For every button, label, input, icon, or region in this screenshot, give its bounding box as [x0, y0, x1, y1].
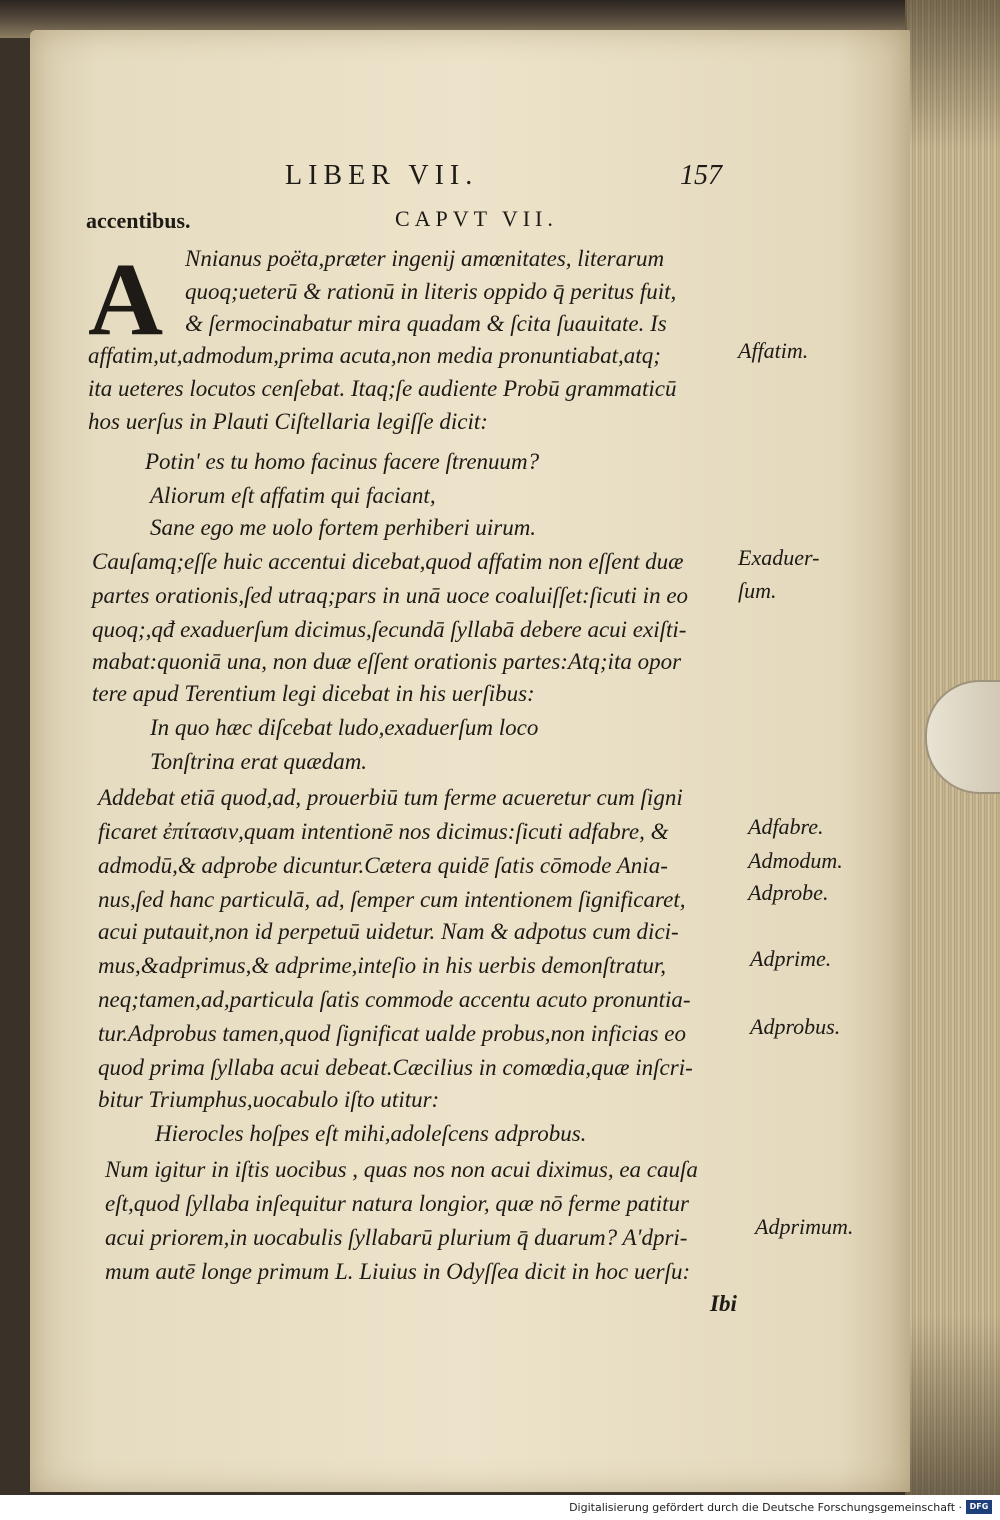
- verse-line: Sane ego me uolo fortem perhiberi uirum.: [150, 515, 537, 540]
- verse-line: In quo hæc diſcebat ludo,exaduerſum loco: [150, 715, 539, 740]
- drop-initial: A: [88, 242, 164, 357]
- text-line: acui putauit,non id perpetuū uidetur. Nam & adpotus cum dici-: [98, 919, 679, 944]
- chapter-heading: CAPVT VII.: [395, 206, 558, 231]
- margin-note: Adprobe.: [748, 880, 829, 905]
- margin-note: Affatim.: [738, 338, 809, 363]
- text-line: Num igitur in iſtis uocibus , quas nos non acui diximus, ea cauſa: [105, 1157, 698, 1182]
- text-line: admodū,& adprobe dicuntur.Cætera quidē ſatis cōmode Ania-: [98, 853, 668, 878]
- text-line: affatim,ut,admodum,prima acuta,non media pronuntiabat,atq;: [88, 343, 661, 368]
- dfg-logo-icon: DFG: [966, 1500, 992, 1514]
- footer-credit: Digitalisierung gefördert durch die Deutsche Forschungsgemeinschaft ·: [569, 1501, 962, 1514]
- verse-line: Aliorum eſt affatim qui faciant,: [150, 483, 436, 508]
- page-number: 157: [680, 160, 722, 191]
- margin-note: Adprime.: [750, 946, 832, 971]
- previous-catchword: accentibus.: [86, 208, 191, 233]
- margin-note: Admodum.: [748, 848, 843, 873]
- margin-note: Adfabre.: [748, 814, 824, 839]
- text-line: quoq;,qđ exaduerſum dicimus,ſecundā ſyllabā debere acui exiſti-: [92, 617, 687, 642]
- verse-line: Potin' es tu homo facinus facere ſtrenuum?: [145, 449, 540, 474]
- text-line: eſt,quod ſyllaba inſequitur natura longior, quæ nō ferme patitur: [105, 1191, 689, 1216]
- margin-note: ſum.: [738, 578, 777, 603]
- text-line: quod prima ſyllaba acui debeat.Cæcilius in comœdia,quæ inſcri-: [98, 1055, 693, 1080]
- text-line: partes orationis,ſed utraq;pars in unā uoce coaluiſſet:ſicuti in eo: [92, 583, 689, 608]
- verse-line: Tonſtrina erat quædam.: [150, 749, 368, 774]
- text-line: ita ueteres locutos cenſebat. Itaq;ſe audiente Probū grammaticū: [88, 376, 677, 401]
- text-line: hos uerſus in Plauti Ciſtellaria legiſſe dicit:: [88, 409, 488, 434]
- text-line: & ſermocinabatur mira quadam & ſcita ſuauitate. Is: [185, 311, 667, 336]
- digitization-footer: [0, 1495, 1000, 1520]
- margin-note: Adprimum.: [755, 1214, 854, 1239]
- margin-note: Adprobus.: [750, 1014, 841, 1039]
- catchword: Ibi: [710, 1291, 737, 1316]
- text-line: neq;tamen,ad,particula ſatis commode accentu acuto pronuntia-: [98, 987, 691, 1012]
- text-line: tere apud Terentium legi dicebat in his uerſibus:: [92, 681, 535, 706]
- verse-line: Hierocles hoſpes eſt mihi,adoleſcens adprobus.: [155, 1121, 587, 1146]
- text-line: Cauſamq;eſſe huic accentui dicebat,quod affatim non eſſent duæ: [92, 549, 684, 574]
- text-line: nus,ſed hanc particulā, ad, ſemper cum intentionem ſignificaret,: [98, 887, 686, 912]
- page-header: [0, 160, 1000, 200]
- running-title: LIBER VII.: [285, 160, 479, 191]
- text-line: tur.Adprobus tamen,quod ſignificat ualde probus,non inficias eo: [98, 1021, 686, 1046]
- text-line: mabat:quoniā una, non duæ eſſent orationis partes:Atq;ita opor: [92, 649, 682, 674]
- text-line: Nnianus poëta,præter ingenij amœnitates, literarum: [185, 246, 665, 271]
- text-line: Addebat etiā quod,ad, prouerbiū tum ferme acueretur cum ſigni: [98, 785, 683, 810]
- text-line: bitur Triumphus,uocabulo iſto utitur:: [98, 1087, 440, 1112]
- margin-note: Exaduer-: [738, 545, 820, 570]
- text-line: mus,&adprimus,& adprime,inteſio in his uerbis demonſtratur,: [98, 953, 666, 978]
- text-line: acui priorem,in uocabulis ſyllabarū plurium q̄ duarum? A'dpri-: [105, 1225, 688, 1250]
- text-line: quoq;ueterū & rationū in literis oppido q̄ peritus fuit,: [185, 279, 677, 304]
- text-line: ficaret ἐπίτασιν,quam intentionē nos dicimus:ſicuti adfabre, &: [98, 819, 669, 844]
- text-line: mum autē longe primum L. Liuius in Odyſſea dicit in hoc uerſu:: [105, 1259, 691, 1284]
